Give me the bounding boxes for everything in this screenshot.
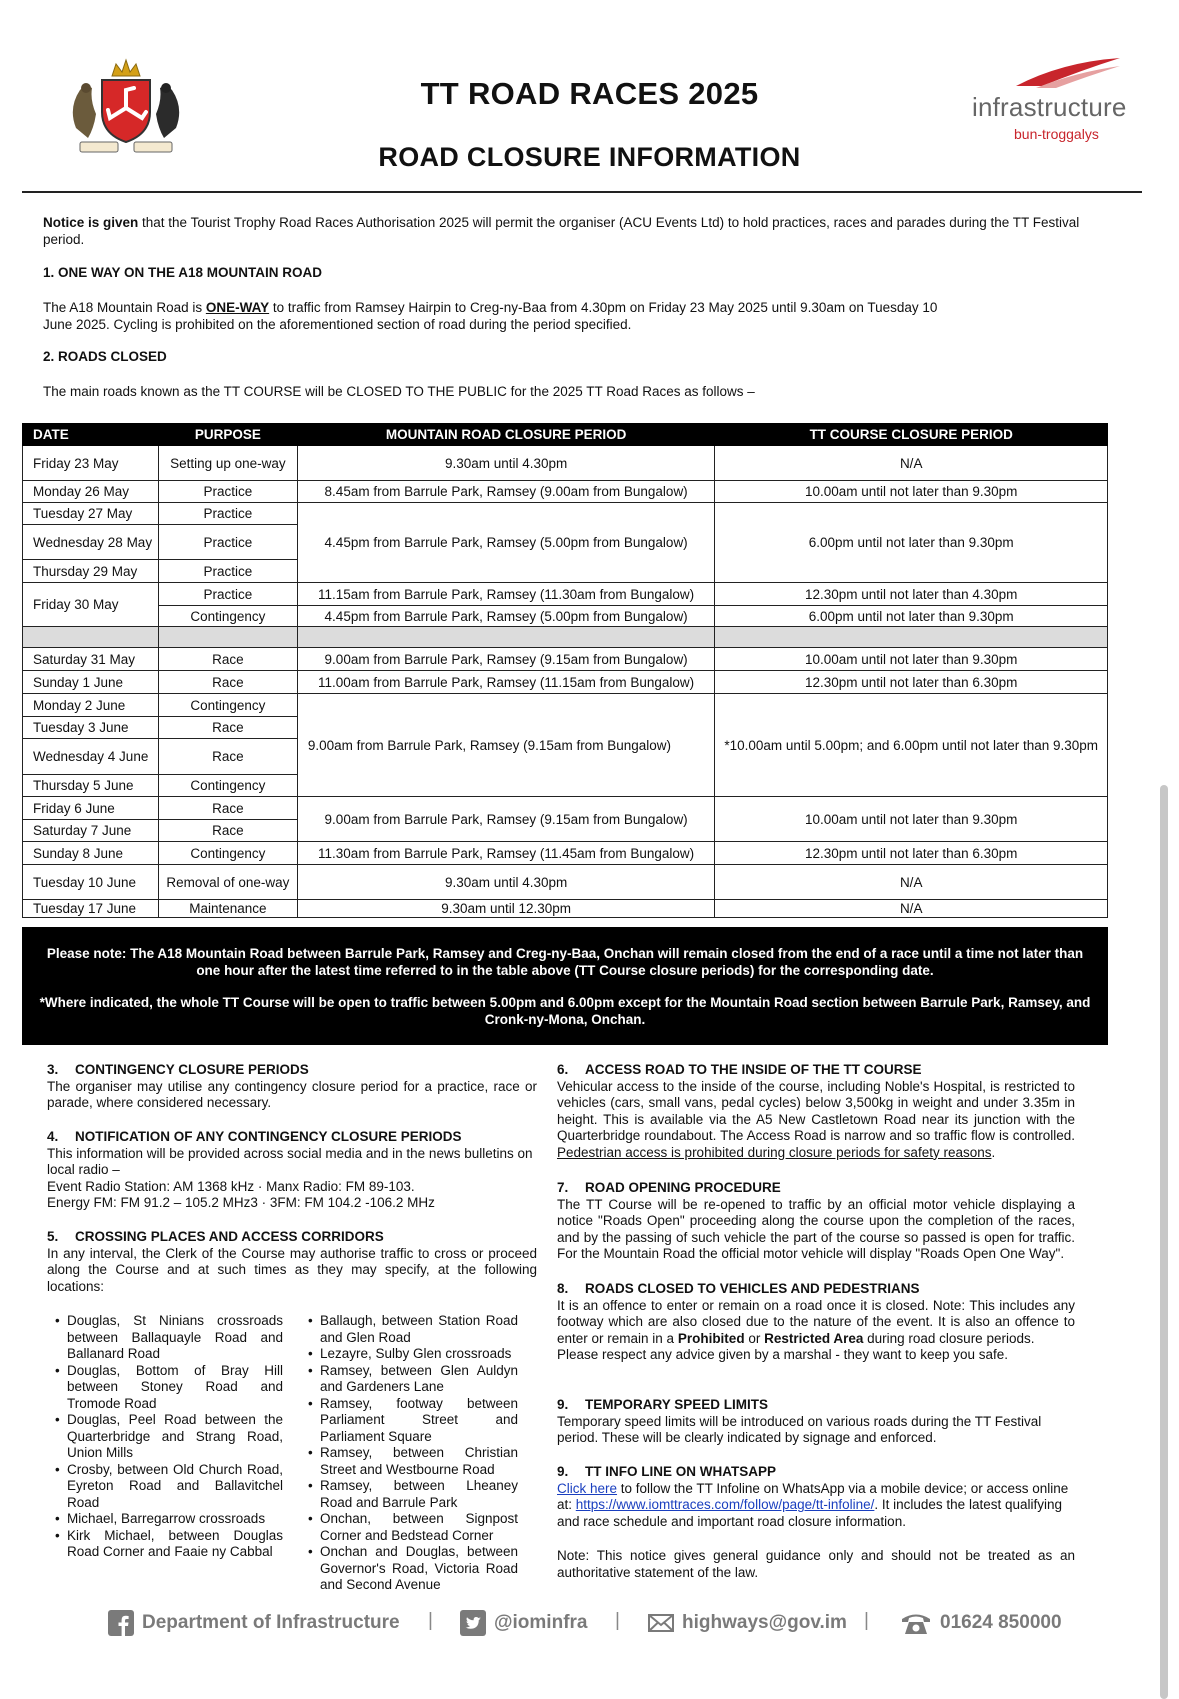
note-mountain-road: Please note: The A18 Mountain Road between Barrule Park, Ramsey and Creg-ny-Baa, Onchan will remain closed from the end of a race until a time not later than one hour after the latest time referred to in the table above (TT Course closure periods) for the corresponding date. [46, 946, 1084, 978]
one-way-emphasis: ONE-WAY [205, 300, 270, 315]
list-item: • Ballaugh, between Station Road and Glen Road [300, 1313, 518, 1346]
cell-date: Monday 2 June [23, 694, 159, 717]
cell-date: Tuesday 3 June [23, 717, 159, 739]
list-item: • Onchan and Douglas, between Governor's Road, Victoria Road and Second Avenue [300, 1544, 518, 1594]
cell-purpose: Race [158, 671, 297, 694]
cell-date: Wednesday 28 May [23, 525, 159, 560]
list-item: • Douglas, St Ninians crossroads between Ballaquayle Road and Ballanard Road [47, 1313, 283, 1363]
cell-date: Friday 6 June [23, 797, 159, 820]
tt-infoline-url-link[interactable]: https://www.iomttraces.com/follow/page/tt-infoline/ [575, 1497, 875, 1512]
footer-separator: | [428, 1610, 433, 1631]
section-9-speed-text: Temporary speed limits will be introduced on various roads during the TT Festival period. These will be clearly indicated by signage and enforced. [557, 1413, 1042, 1445]
section-4-text: This information will be provided across social media and in the news bulletins on local radio – [47, 1145, 533, 1177]
facebook-contact[interactable] [108, 1608, 400, 1638]
intro-notice [43, 214, 1083, 248]
section-2-heading: 2. ROADS CLOSED [43, 349, 167, 364]
cell-purpose: Practice [158, 525, 297, 560]
radio-stations-line-1: Event Radio Station: AM 1368 kHz · Manx Radio: FM 89-103. [47, 1178, 415, 1194]
section-2-text: The main roads known as the TT COURSE will be CLOSED TO THE PUBLIC for the 2025 TT Road Races as follows – [43, 384, 755, 399]
section-8-heading: 8. ROADS CLOSED TO VEHICLES AND PEDESTRIANS [557, 1281, 920, 1296]
cell-purpose: Race [158, 797, 297, 820]
table-row [23, 900, 1108, 918]
section-5-text: In any interval, the Clerk of the Course may authorise traffic to cross or proceed along the Course and at such times as they may specify, at the following locations: [47, 1245, 537, 1294]
table-row [23, 503, 1108, 525]
cell-mountain: 11.00am from Barrule Park, Ramsey (11.15am from Bungalow) [297, 671, 715, 694]
cell-purpose: Race [158, 739, 297, 775]
section-9-speed [557, 1397, 1075, 1447]
list-item: • Michael, Barregarrow crossroads [47, 1511, 283, 1528]
list-item: • Kirk Michael, between Douglas Road Corner and Faaie ny Cabbal [47, 1528, 283, 1561]
crossing-list-right [300, 1313, 518, 1594]
cell-purpose: Race [158, 648, 297, 671]
pedestrian-warning: Pedestrian access is prohibited during closure periods for safety reasons [557, 1144, 992, 1160]
note-open-window: *Where indicated, the whole TT Course will be open to traffic between 5.00pm and 6.00pm except for the Mountain Road section between Barrule Park, Ramsey, and Cronk-ny-Mona, Onchan. [39, 995, 1091, 1027]
cell-purpose: Race [158, 820, 297, 842]
section-7-text: The TT Course will be re-opened to traffic by an official motor vehicle displaying a notice "Roads Open" proceeding along the course upon the completion of the races, and by the passing of such vehicle the part of the course so passed is open for traffic. For the Mountain Road the official motor vehicle will display "Roads Open One Way". [557, 1196, 1075, 1261]
footer-separator: | [615, 1610, 620, 1631]
section-6-text: Vehicular access to the inside of the course, including Noble's Hospital, is restricted to vehicles (cars, small vans, pedal cycles) below 3,500kg in weight and under 3.35m in height. This is available via the A5 New Castletown Road near its junction with the Quarterbridge roundabout. The Access Road is narrow and so traffic flow is controlled. Pedestrian access is prohibited during closure periods for safety reasons. [557, 1078, 1075, 1160]
closure-table [22, 423, 1108, 918]
section-9-speed-heading: 9. TEMPORARY SPEED LIMITS [557, 1397, 769, 1412]
cell-tt: N/A [715, 446, 1108, 481]
col-header-tt: TT COURSE CLOSURE PERIOD [715, 424, 1108, 446]
cell-date: Monday 26 May [23, 481, 159, 503]
list-item: • Ramsey, footway between Parliament Street and Parliament Square [300, 1396, 518, 1446]
cell-mountain: 4.45pm from Barrule Park, Ramsey (5.00pm from Bungalow) [297, 606, 715, 627]
page-title: TT ROAD RACES 2025 [420, 76, 759, 111]
cell-purpose: Race [158, 717, 297, 739]
whatsapp-link[interactable]: Click here [557, 1480, 618, 1496]
crossing-list-left [47, 1313, 283, 1561]
logo-brand: infrastructure [972, 92, 1127, 122]
list-item: • Ramsey, between Christian Street and Westbourne Road [300, 1445, 518, 1478]
section-1-text [43, 299, 943, 333]
phone-contact[interactable] [900, 1608, 1062, 1638]
cell-date: Sunday 8 June [23, 842, 159, 865]
cell-date: Thursday 29 May [23, 560, 159, 583]
table-row [23, 671, 1108, 694]
cell-mountain: 9.30am until 4.30pm [297, 865, 715, 900]
cell-tt: N/A [715, 865, 1108, 900]
list-item: • Douglas, Peel Road between the Quarterbridge and Strang Road, Union Mills [47, 1412, 283, 1462]
cell-mountain: 8.45am from Barrule Park, Ramsey (9.00am from Bungalow) [297, 481, 715, 503]
table-row [23, 865, 1108, 900]
table-row [23, 481, 1108, 503]
intro-lead: Notice is given [43, 215, 139, 230]
cell-date: Tuesday 17 June [23, 900, 159, 918]
table-row [23, 446, 1108, 481]
twitter-contact[interactable] [460, 1608, 587, 1638]
cell-mountain: 11.15am from Barrule Park, Ramsey (11.30am from Bungalow) [297, 583, 715, 606]
cell-purpose: Removal of one-way [158, 865, 297, 900]
section-3-heading: 3. CONTINGENCY CLOSURE PERIODS [47, 1062, 309, 1077]
cell-date: Saturday 7 June [23, 820, 159, 842]
cell-date: Friday 23 May [23, 446, 159, 481]
facebook-label: Department of Infrastructure [142, 1612, 400, 1633]
cell-purpose: Setting up one-way [158, 446, 297, 481]
section-1-heading: 1. ONE WAY ON THE A18 MOUNTAIN ROAD [43, 265, 323, 280]
section-5-heading: 5. CROSSING PLACES AND ACCESS CORRIDORS [47, 1229, 384, 1244]
list-item: • Ramsey, between Lheaney Road and Barrule Park [300, 1478, 518, 1511]
cell-tt: 12.30pm until not later than 6.30pm [715, 671, 1108, 694]
section-5 [47, 1229, 537, 1295]
cell-purpose: Contingency [158, 775, 297, 797]
cell-purpose: Practice [158, 560, 297, 583]
cell-mountain: 9.00am from Barrule Park, Ramsey (9.15am from Bungalow) [297, 648, 715, 671]
section-3 [47, 1062, 537, 1112]
intro-text: that the Tourist Trophy Road Races Authorisation 2025 will permit the organiser (ACU Events Ltd) to hold practices, races and parades during the TT Festival period. [43, 215, 1080, 247]
cell-tt: 10.00am until not later than 9.30pm [715, 481, 1108, 503]
cell-mountain: 9.00am from Barrule Park, Ramsey (9.15am from Bungalow) [297, 694, 715, 797]
email-contact[interactable] [648, 1608, 847, 1638]
twitter-icon [460, 1610, 486, 1636]
cell-purpose: Contingency [158, 694, 297, 717]
section-3-text: The organiser may utilise any contingency closure period for a practice, race or parade, where considered necessary. [47, 1078, 537, 1110]
swoosh-icon [1012, 56, 1122, 90]
table-row [23, 694, 1108, 717]
cell-tt: 6.00pm until not later than 9.30pm [715, 606, 1108, 627]
section-9-whatsapp-heading: 9. TT INFO LINE ON WHATSAPP [557, 1464, 776, 1479]
col-header-purpose: PURPOSE [158, 424, 297, 446]
list-item: • Lezayre, Sulby Glen crossroads [300, 1346, 518, 1363]
cell-date: Wednesday 4 June [23, 739, 159, 775]
section-1-pre: The A18 Mountain Road is [43, 300, 206, 315]
contact-footer [108, 1608, 1108, 1638]
section-8 [557, 1281, 1075, 1364]
section-9-whatsapp [557, 1464, 1075, 1530]
section-4-heading: 4. NOTIFICATION OF ANY CONTINGENCY CLOSURE PERIODS [47, 1129, 462, 1144]
cell-tt: 12.30pm until not later than 4.30pm [715, 583, 1108, 606]
logo-subtitle: bun-troggalys [1014, 126, 1099, 142]
cell-purpose: Practice [158, 503, 297, 525]
section-1-post: to traffic from Ramsey Hairpin to Creg-ny-Baa from 4.30pm on Friday 23 May 2025 until 9.30am on Tuesday 10 June 2025. Cycling is prohibited on the aforementioned section of road during the period specified. [43, 300, 938, 332]
infrastructure-logo [962, 56, 1152, 146]
twitter-handle: @iominfra [494, 1612, 588, 1633]
cell-date: Sunday 1 June [23, 671, 159, 694]
disclaimer: Note: This notice gives general guidance only and should not be treated as an authoritative statement of the law. [557, 1548, 1075, 1580]
section-7-heading: 7. ROAD OPENING PROCEDURE [557, 1180, 781, 1195]
email-address: highways@gov.im [682, 1612, 847, 1633]
section-8-marshal-text: Please respect any advice given by a marshal - they want to keep you safe. [557, 1347, 1008, 1362]
cell-mountain: 9.30am until 12.30pm [297, 900, 715, 918]
list-item: • Crosby, between Old Church Road, Eyreton Road and Ballavitchel Road [47, 1462, 283, 1512]
section-6 [557, 1062, 1075, 1161]
cell-purpose: Contingency [158, 606, 297, 627]
table-row [23, 648, 1108, 671]
vertical-scrollbar[interactable] [1160, 785, 1168, 1699]
list-item: • Onchan, between Signpost Corner and Bedstead Corner [300, 1511, 518, 1544]
page-subtitle: ROAD CLOSURE INFORMATION [378, 142, 801, 172]
cell-tt: 6.00pm until not later than 9.30pm [715, 503, 1108, 583]
cell-purpose: Practice [158, 481, 297, 503]
cell-purpose: Contingency [158, 842, 297, 865]
cell-tt: 12.30pm until not later than 6.30pm [715, 842, 1108, 865]
telephone-icon [900, 1610, 932, 1636]
phone-number: 01624 850000 [940, 1612, 1062, 1633]
table-row [23, 797, 1108, 820]
cell-mountain: 9.30am until 4.30pm [297, 446, 715, 481]
important-notes-box [22, 927, 1108, 1045]
cell-date: Tuesday 27 May [23, 503, 159, 525]
cell-mountain: 4.45pm from Barrule Park, Ramsey (5.00pm from Bungalow) [297, 503, 715, 583]
col-header-mountain: MOUNTAIN ROAD CLOSURE PERIOD [297, 424, 715, 446]
list-item: • Douglas, Bottom of Bray Hill between Stoney Road and Tromode Road [47, 1363, 283, 1413]
section-9-whatsapp-text: Click here to follow the TT Infoline on WhatsApp via a mobile device; or access online at: https://www.iomttraces.com/follow/page/tt-infoline/. It includes the latest qualifying and race schedule and important road closure information. [557, 1480, 1069, 1529]
cell-tt: 10.00am until not later than 9.30pm [715, 797, 1108, 842]
cell-purpose: Maintenance [158, 900, 297, 918]
cell-mountain: 11.30am from Barrule Park, Ramsey (11.45am from Bungalow) [297, 842, 715, 865]
col-header-date: DATE [23, 424, 159, 446]
cell-date: Tuesday 10 June [23, 865, 159, 900]
facebook-icon [108, 1610, 134, 1636]
list-item: • Ramsey, between Glen Auldyn and Gardeners Lane [300, 1363, 518, 1396]
cell-date: Thursday 5 June [23, 775, 159, 797]
table-row [23, 842, 1108, 865]
radio-stations-line-2: Energy FM: FM 91.2 – 105.2 MHz3 · 3FM: FM 104.2 -106.2 MHz [47, 1195, 435, 1210]
cell-tt: N/A [715, 900, 1108, 918]
cell-tt: 10.00am until not later than 9.30pm [715, 648, 1108, 671]
header-divider [22, 191, 1142, 193]
cell-purpose: Practice [158, 583, 297, 606]
section-7 [557, 1180, 1075, 1263]
table-separator-row [23, 627, 1108, 648]
table-row [23, 606, 1108, 627]
cell-date: Saturday 31 May [23, 648, 159, 671]
section-4 [47, 1129, 537, 1212]
cell-tt: *10.00am until 5.00pm; and 6.00pm until not later than 9.30pm [715, 694, 1108, 797]
section-6-heading: 6. ACCESS ROAD TO THE INSIDE OF THE TT COURSE [557, 1062, 922, 1077]
envelope-icon [648, 1610, 674, 1636]
table-header-row [23, 424, 1108, 446]
table-row [23, 583, 1108, 606]
cell-mountain: 9.00am from Barrule Park, Ramsey (9.15am from Bungalow) [297, 797, 715, 842]
footer-separator: | [864, 1610, 869, 1631]
section-8-text: It is an offence to enter or remain on a road once it is closed. Note: This includes any footway which are also closed due to the nature of the event. It is also an offence to enter or remain in a Prohibited or Restricted Area during road closure periods. [557, 1297, 1075, 1346]
cell-date: Friday 30 May [23, 583, 159, 627]
